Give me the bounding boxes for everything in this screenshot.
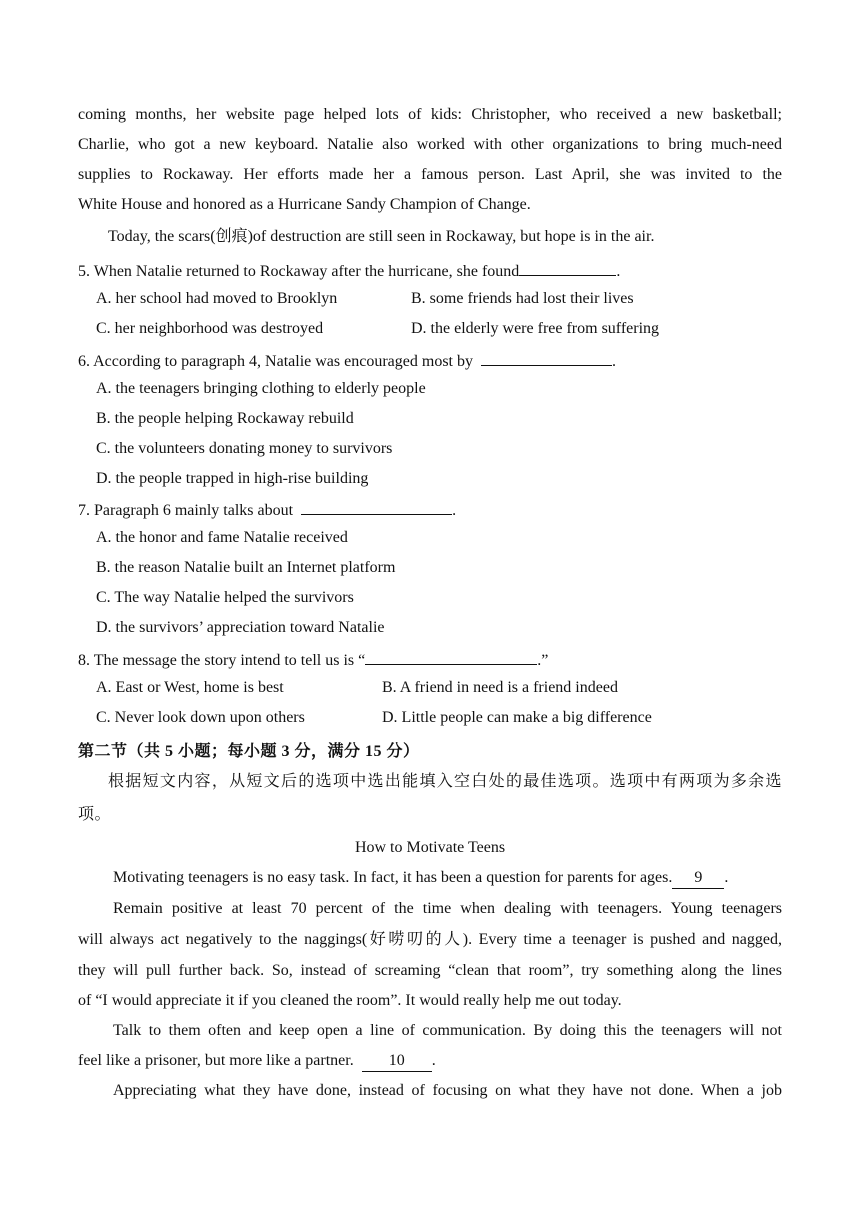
question-5-stem — [78, 259, 620, 282]
passage-line: White House and honored as a Hurricane Sandy Champion of Change. — [78, 196, 531, 213]
passage-line: Charlie, who got a new keyboard. Natalie also worked with other organizations to bring much-need — [78, 136, 782, 153]
question-stem-text: 6. According to paragraph 4, Natalie was encouraged most by — [78, 353, 473, 370]
question-7-option-c: C. The way Natalie helped the survivors — [96, 589, 354, 606]
passage2-para2-line: they will pull further back. So, instead of screaming “clean that room”, try something along the lines — [78, 962, 782, 979]
question-stem-text: 5. When Natalie returned to Rockaway after the hurricane, she found — [78, 263, 520, 280]
question-8-option-c: C. Never look down upon others — [96, 709, 305, 726]
passage2-para1: Motivating teenagers is no easy task. In fact, it has been a question for parents for ages. 9 . — [113, 868, 728, 889]
passage-line: coming months, her website page helped lots of kids: Christopher, who received a new basketball; — [78, 106, 782, 123]
question-6-option-b: B. the people helping Rockaway rebuild — [96, 410, 354, 427]
passage-line: supplies to Rockaway. Her efforts made her a famous person. Last April, she was invited to the — [78, 166, 782, 183]
question-8-option-b: B. A friend in need is a friend indeed — [382, 679, 618, 696]
passage2-para2-line: will always act negatively to the naggings(好唠叨的人). Every time a teenager is pushed and nagged, — [78, 931, 782, 948]
passage2-para4-line: Appreciating what they have done, instead of focusing on what they have not done. When a job — [113, 1082, 782, 1099]
answer-blank — [519, 259, 616, 276]
question-8-option-d: D. Little people can make a big difference — [382, 709, 652, 726]
answer-blank — [301, 498, 452, 515]
question-7-option-d: D. the survivors’ appreciation toward Natalie — [96, 619, 385, 636]
question-stem-end: . — [616, 263, 621, 280]
question-5-option-a: A. her school had moved to Brooklyn — [96, 290, 338, 307]
section-instruction-cont: 项。 — [78, 806, 112, 823]
passage2-para2-line: Remain positive at least 70 percent of the time when dealing with teenagers. Young teenagers — [113, 900, 782, 917]
question-5-option-d: D. the elderly were free from suffering — [411, 320, 660, 337]
blank-9: 9 — [672, 868, 724, 889]
question-8-stem — [78, 648, 548, 671]
question-stem-end: . — [611, 353, 616, 370]
question-stem-end: .” — [537, 652, 549, 669]
question-6-option-d: D. the people trapped in high-rise building — [96, 470, 369, 487]
answer-blank — [481, 349, 612, 366]
question-7-option-a: A. the honor and fame Natalie received — [96, 529, 348, 546]
section-heading: 第二节（共 5 小题；每小题 3 分，满分 15 分） — [78, 743, 420, 760]
passage-title: How to Motivate Teens — [354, 839, 506, 856]
question-7-stem — [78, 498, 456, 521]
section-instruction: 根据短文内容，从短文后的选项中选出能填入空白处的最佳选项。选项中有两项为多余选 — [108, 773, 782, 790]
question-6-option-c: C. the volunteers donating money to survivors — [96, 440, 393, 457]
passage2-para3-line: Talk to them often and keep open a line of communication. By doing this the teenagers will not — [113, 1022, 782, 1039]
question-5-option-c: C. her neighborhood was destroyed — [96, 320, 324, 337]
passage-final-paragraph: Today, the scars(创痕)of destruction are still seen in Rockaway, but hope is in the air. — [108, 228, 655, 245]
passage2-para3-line2: feel like a prisoner, but more like a partner. 10 . — [78, 1051, 436, 1072]
question-stem-end: . — [452, 502, 457, 519]
question-6-stem — [78, 349, 616, 372]
question-5-option-b: B. some friends had lost their lives — [411, 290, 634, 307]
question-6-option-a: A. the teenagers bringing clothing to elderly people — [96, 380, 426, 397]
answer-blank — [365, 648, 537, 665]
passage2-para2-line: of “I would appreciate it if you cleaned the room”. It would really help me out today. — [78, 992, 622, 1009]
question-8-option-a: A. East or West, home is best — [96, 679, 284, 696]
para-text: Motivating teenagers is no easy task. In fact, it has been a question for parents for ages. — [113, 869, 673, 886]
question-stem-text: 7. Paragraph 6 mainly talks about — [78, 502, 294, 519]
question-7-option-b: B. the reason Natalie built an Internet platform — [96, 559, 396, 576]
question-stem-text: 8. The message the story intend to tell us is “ — [78, 652, 366, 669]
blank-10: 10 — [362, 1051, 432, 1072]
para-text: feel like a prisoner, but more like a partner. — [78, 1052, 354, 1069]
